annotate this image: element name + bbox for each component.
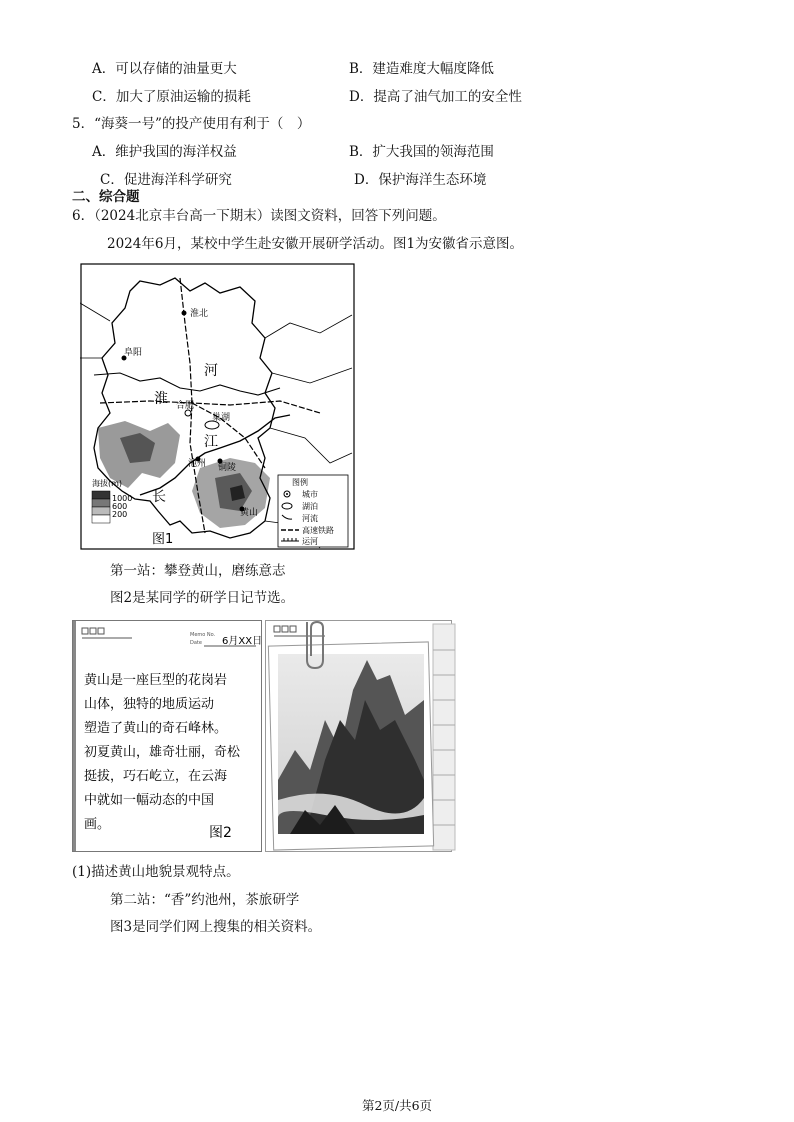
diary-line-2: 山体，独特的地质运动 <box>84 697 215 712</box>
page-number: 第2页/共6页 <box>361 1098 433 1113</box>
river-label-jiang: 江 <box>204 434 218 450</box>
city-label-chaohu: 巢湖 <box>212 413 231 423</box>
diary-line-6: 中就如一幅动态的中国 <box>84 793 215 808</box>
city-label-fuyang: 阜阳 <box>124 348 143 358</box>
question-6-intro: 2024年6月，某校中学生赴安徽开展研学活动。图1为安徽省示意图。 <box>107 236 524 252</box>
legend-title: 图例 <box>292 478 308 487</box>
option-4c: C．加大了原油运输的损耗 <box>92 89 251 105</box>
diary-line-7: 画。 <box>84 817 111 832</box>
river-label-chang: 长 <box>152 489 166 505</box>
question-6-stem: 6．（2024北京丰台高一下期末）读图文资料，回答下列问题。 <box>72 208 446 224</box>
city-label-huaibei: 淮北 <box>190 309 209 319</box>
figure-3-intro: 图3是同学们网上搜集的相关资料。 <box>110 919 322 935</box>
diary-line-4: 初夏黄山，雄奇壮丽，奇松 <box>84 745 241 760</box>
section-title: 二、综合题 <box>72 189 140 205</box>
diary-line-1: 黄山是一座巨型的花岗岩 <box>84 673 228 688</box>
elevation-1000: 1000 <box>112 494 133 503</box>
memo-label: Memo No. <box>190 632 216 638</box>
option-5b: B．扩大我国的领海范围 <box>349 144 494 160</box>
city-label-hefei: 合肥 <box>176 401 195 411</box>
figure-1-caption: 图1 <box>152 532 174 547</box>
city-label-tongling: 铜陵 <box>218 463 237 473</box>
elevation-200: 200 <box>112 510 128 519</box>
option-4a: A．可以存储的油量更大 <box>92 61 237 77</box>
diary-date: 6月XX日 <box>222 636 262 647</box>
option-4d: D．提高了油气加工的安全性 <box>349 89 522 105</box>
legend-lake: 湖泊 <box>302 502 318 511</box>
river-label-huai: 淮 <box>154 391 168 407</box>
figure-2-caption: 图2 <box>209 825 232 841</box>
elevation-title: 海拔(m) <box>92 479 123 488</box>
option-5d: D．保护海洋生态环境 <box>354 172 487 188</box>
option-5c: C．促进海洋科学研究 <box>100 172 232 188</box>
figure-2-photo-page <box>265 620 457 856</box>
figure-2-intro: 图2是某同学的研学日记节选。 <box>110 590 295 606</box>
option-4b: B．建造难度大幅度降低 <box>349 61 494 77</box>
question-5-stem: 5．“海葵一号”的投产使用有利于（ ） <box>72 116 311 132</box>
legend-river: 河流 <box>302 514 318 523</box>
figure-2-diary <box>72 620 262 856</box>
river-label-he: 河 <box>204 363 218 379</box>
diary-line-5: 挺拔，巧石屹立，在云海 <box>84 769 228 784</box>
legend-canal: 运河 <box>302 537 318 546</box>
diary-line-3: 塑造了黄山的奇石峰林。 <box>84 721 228 736</box>
elevation-600: 600 <box>112 502 128 511</box>
option-5a: A．维护我国的海洋权益 <box>92 144 237 160</box>
city-label-chizhou: 池州 <box>188 459 207 469</box>
sub-question-1: (1)描述黄山地貌景观特点。 <box>72 864 240 880</box>
legend-railway: 高速铁路 <box>302 526 334 535</box>
city-label-huangshan: 黄山 <box>240 508 259 518</box>
stop-2-title: 第二站：“香”约池州，茶旅研学 <box>110 892 300 908</box>
figure-1-map <box>80 263 355 554</box>
date-label: Date <box>190 640 202 646</box>
legend-city: 城市 <box>302 490 318 499</box>
stop-1-title: 第一站：攀登黄山，磨练意志 <box>110 563 286 579</box>
